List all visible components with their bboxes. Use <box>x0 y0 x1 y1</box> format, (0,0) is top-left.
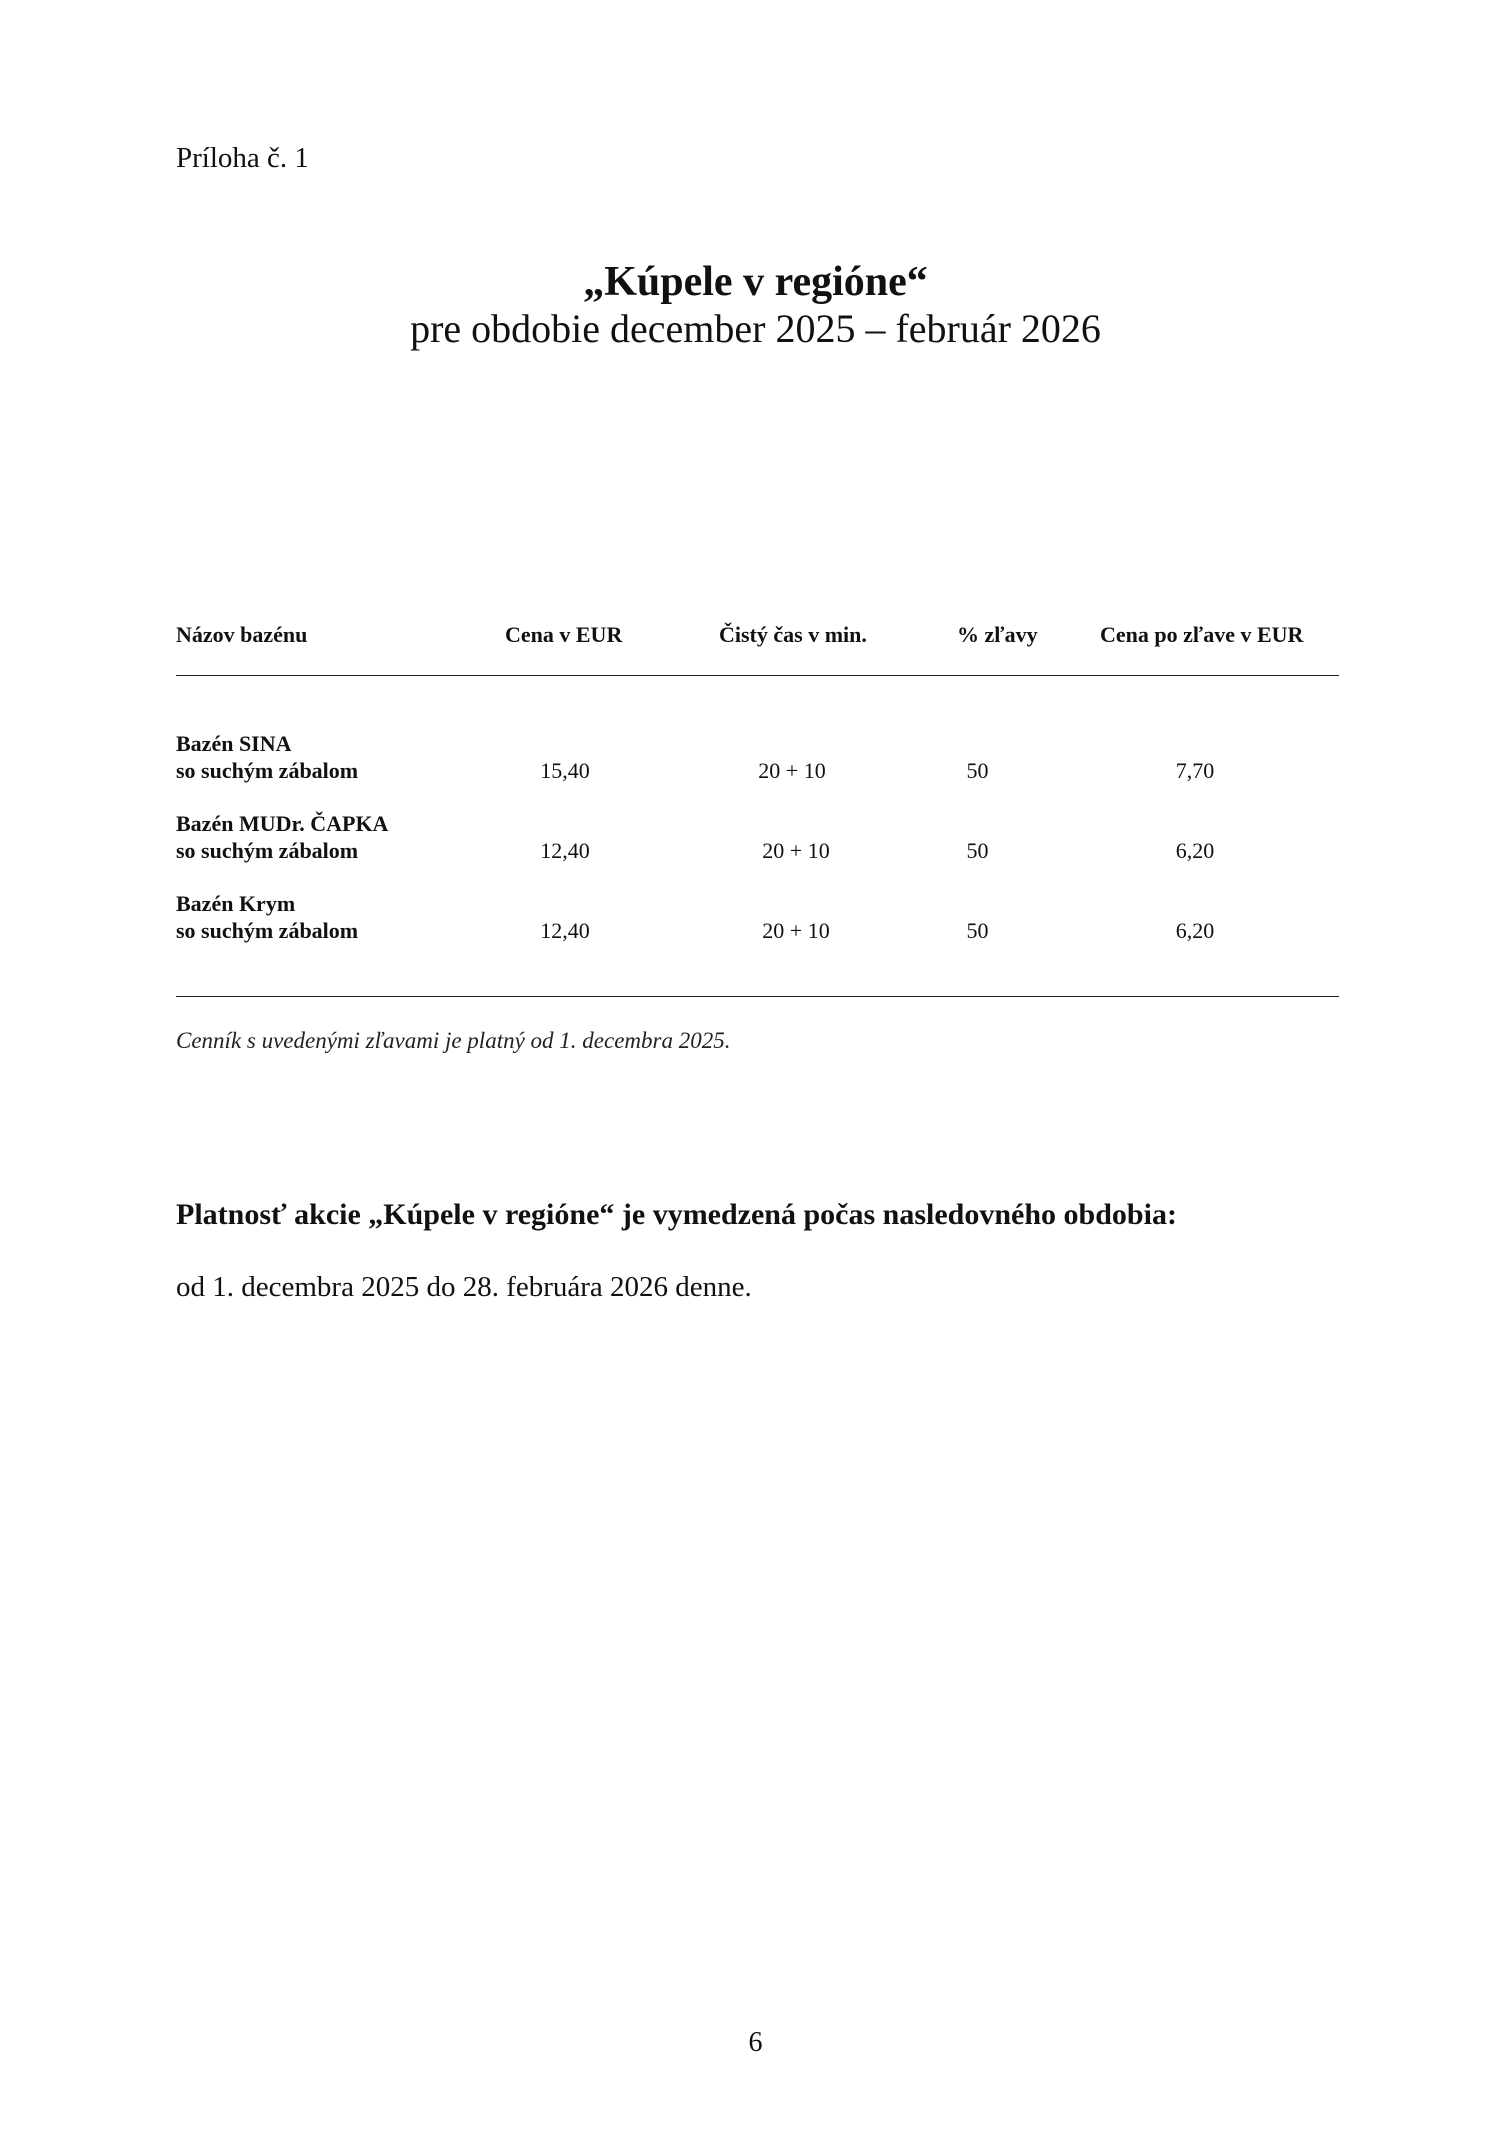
validity-period: od 1. decembra 2025 do 28. februára 2026 denne. <box>176 1271 752 1303</box>
table-row <box>0 890 1511 950</box>
discount-cell: 50 <box>966 918 989 943</box>
time-cell: 20 + 10 <box>762 838 830 863</box>
discount-cell: 50 <box>966 838 989 863</box>
column-header-discount: % zľavy <box>957 622 1038 647</box>
table-bottom-rule <box>176 996 1339 997</box>
pool-name <box>176 890 358 944</box>
document-subtitle: pre obdobie december 2025 – február 2026 <box>410 306 1101 351</box>
pool-name-line2: so suchým zábalom <box>176 838 359 863</box>
pool-name-line2: so suchým zábalom <box>176 918 359 943</box>
table-row <box>0 810 1511 870</box>
pool-name <box>176 730 358 784</box>
time-cell: 20 + 10 <box>758 758 826 783</box>
annex-label: Príloha č. 1 <box>176 142 309 174</box>
pool-name-line1: Bazén Krym <box>176 891 296 916</box>
column-header-time: Čistý čas v min. <box>719 622 867 647</box>
discount-cell: 50 <box>966 758 989 783</box>
pool-name-line2: so suchým zábalom <box>176 758 359 783</box>
time-cell: 20 + 10 <box>762 918 830 943</box>
document-title: „Kúpele v regióne“ <box>583 259 928 305</box>
column-header-discounted-price: Cena po zľave v EUR <box>1100 622 1304 647</box>
pool-name-line1: Bazén MUDr. ČAPKA <box>176 811 389 836</box>
discounted-price-cell: 6,20 <box>1175 918 1215 943</box>
price-cell: 12,40 <box>540 838 590 863</box>
discounted-price-cell: 7,70 <box>1175 758 1215 783</box>
validity-heading: Platnosť akcie „Kúpele v regióne“ je vymedzená počas nasledovného obdobia: <box>176 1198 1177 1231</box>
column-header-price: Cena v EUR <box>505 622 623 647</box>
table-top-rule <box>176 675 1339 676</box>
discounted-price-cell: 6,20 <box>1175 838 1215 863</box>
price-cell: 12,40 <box>540 918 590 943</box>
pool-name-line1: Bazén SINA <box>176 731 292 756</box>
page-number: 6 <box>748 2027 763 2058</box>
table-row <box>0 730 1511 790</box>
price-list-note: Cenník s uvedenými zľavami je platný od 1. decembra 2025. <box>176 1028 731 1053</box>
price-cell: 15,40 <box>540 758 590 783</box>
column-header-name: Názov bazénu <box>176 622 308 647</box>
pool-name <box>176 810 388 864</box>
